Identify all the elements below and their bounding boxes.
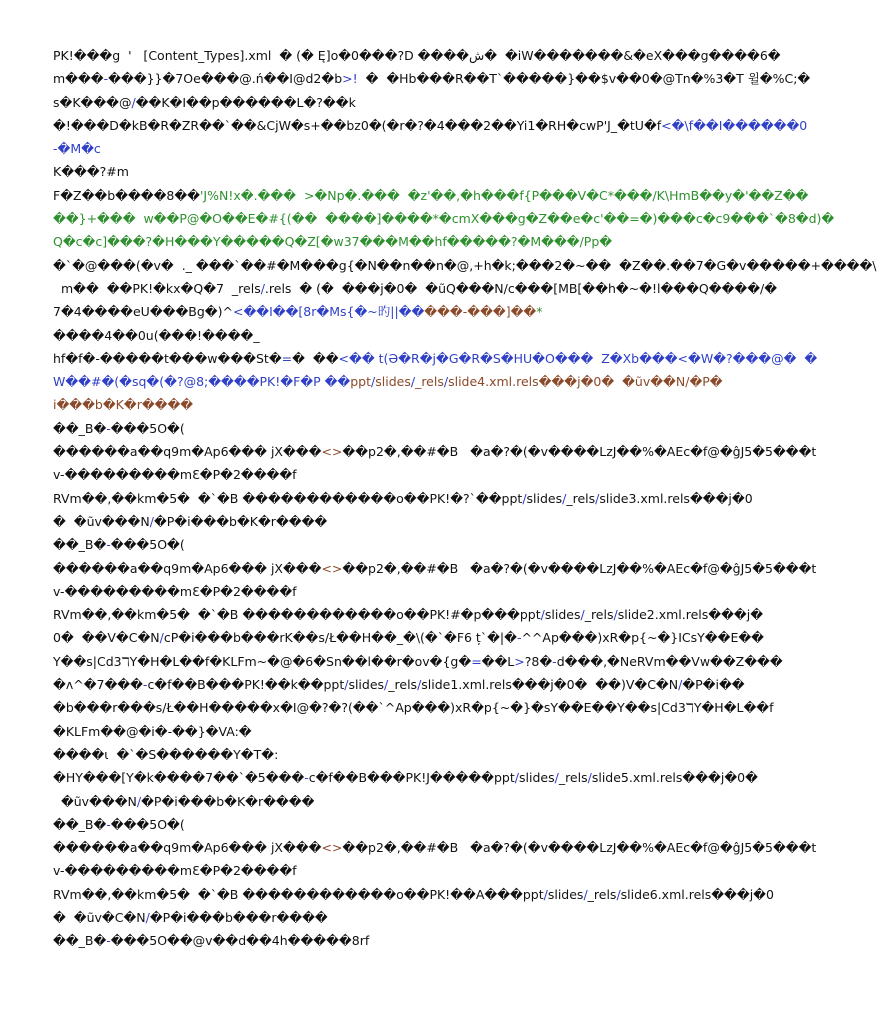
line-segment: c�f��B���PK!��k��ppt (147, 677, 345, 693)
line-segment: ��}+��� w��P@�O��E�#{(�� ����]����*�cmX���g�Z��e�c'��=�)���c�c9���`�8�d)� (53, 211, 835, 227)
line-segment: < (232, 304, 244, 320)
line-segment: / (522, 490, 527, 506)
line-segment: / (159, 630, 164, 646)
line-segment: slides (348, 677, 385, 693)
line-segment: - (106, 933, 111, 949)
line-segment: / (417, 677, 422, 693)
document-line (53, 184, 809, 207)
line-segment: �P�i���b�K�r���� (153, 513, 328, 529)
document-line (53, 463, 721, 486)
document-line (53, 277, 778, 300)
line-segment: cP�i���b���rK��s/Ł��H��_�\(�`�F6 ț`�|� (163, 630, 517, 646)
binary-text-document (53, 44, 877, 953)
line-segment: K���?#m (53, 164, 129, 180)
line-segment: -�M�c (53, 141, 101, 157)
document-line (53, 720, 721, 743)
line-segment: slides (526, 490, 563, 506)
line-segment: / (149, 513, 154, 529)
line-segment: 'J%N!x�.��� >�Np�.��� �z'��,�h���f{P���V�C*���/K\HmB��y�'��Z�� (200, 187, 809, 203)
line-segment: = (471, 653, 482, 669)
line-segment: c�f��B���PK!J�����ppt (308, 770, 515, 786)
line-segment: _rels (566, 490, 596, 506)
line-segment: _rels (584, 607, 614, 623)
line-segment: / (136, 793, 142, 809)
line-segment: - (106, 537, 111, 553)
line-segment: F�Z��b����8�� (53, 187, 200, 203)
line-segment: < (338, 350, 350, 366)
line-segment: �P�i���b�K�r���� (141, 793, 315, 809)
document-line (53, 696, 774, 719)
line-segment: slide2.xml.rels���j� (617, 607, 764, 623)
document-line (53, 230, 721, 253)
line-segment: / (260, 280, 265, 296)
line-segment: d���,�NeRVm��Vw��Z��� (556, 653, 783, 669)
line-segment: � �� (292, 350, 339, 366)
line-segment: / (371, 374, 376, 390)
line-segment: ��p2�,��#�B �a�?�(�v����LzJ��%�AEc�f@�ĝJ5�5���t (342, 444, 817, 460)
line-segment: / (543, 886, 548, 902)
line-segment: / (131, 94, 136, 110)
line-segment: ������a��q9m�Ap6��� jX��� (53, 840, 322, 856)
document-line (53, 533, 721, 556)
document-line (53, 883, 774, 906)
line-segment: _rels (388, 677, 418, 693)
line-segment: �P�i���b���r���� (149, 909, 328, 925)
document-line (53, 44, 781, 67)
line-segment: ��_B� (53, 420, 107, 436)
line-segment: ��_B� (53, 933, 107, 949)
line-segment: / (562, 490, 567, 506)
document-line (53, 487, 753, 510)
line-segment: / (410, 374, 416, 390)
line-segment: ��L (481, 653, 515, 669)
document-line (53, 254, 877, 277)
line-segment: �KLFm��@�i�-��}�VA:� (53, 723, 252, 739)
line-segment: >! (342, 71, 358, 87)
line-segment: � �ũv���N (53, 513, 150, 529)
document-line (53, 393, 721, 416)
line-segment: ����ι �`�S������Y�T�: (53, 746, 279, 762)
line-segment: ?8� (524, 653, 553, 669)
line-segment: �\f��I������0 (671, 117, 808, 133)
line-segment: �ũv���N (53, 793, 137, 809)
line-segment: ��K�I��p������L�?��k (135, 94, 356, 110)
line-segment: ���5O�( (110, 816, 185, 832)
document-line (53, 580, 721, 603)
line-segment: �ʌ^�7��� (53, 677, 143, 693)
line-segment: > (514, 653, 525, 669)
line-segment: Q�c�c]���?�H���Y�����Q�Z[�w37���M��hf�����?�M���/Pp� (53, 234, 613, 250)
line-segment: <> (321, 444, 343, 460)
line-segment: - (304, 770, 309, 786)
line-segment: slide5.xml.rels���j�0� (591, 770, 758, 786)
line-segment: ���5O�( (110, 537, 185, 553)
line-segment: * (536, 304, 543, 320)
line-segment: v-���������mƐ�P�2����f (53, 863, 297, 879)
line-segment: hf�f�-�����t���w���St� (53, 350, 282, 366)
line-segment: m�� ��PK!�kx�Q�7 _rels (53, 280, 261, 296)
line-segment: W��#�(�sq�(�?@8;����PK!�F�P �� (53, 374, 351, 390)
document-line (53, 67, 811, 90)
line-segment: ��I��[8r�Ms{�~旳||�� (243, 304, 425, 320)
line-segment: - (103, 71, 109, 87)
line-segment: slides (544, 607, 581, 623)
document-line (53, 440, 817, 463)
document-line (53, 137, 721, 160)
document-line (53, 626, 764, 649)
line-segment: <> (321, 560, 343, 576)
line-segment: slides (547, 886, 584, 902)
line-segment: �� t(Ə�R�j�G�R�S�HU�O��� Z�Xb���<�W�?���@� � (349, 350, 818, 366)
line-segment: PK!���g ' [Content_Types].xml � (� Ę]o�0���?D ����ش� �iW�������&�eX���g����6� (53, 48, 781, 63)
line-segment: = (281, 350, 293, 366)
line-segment: / (384, 677, 389, 693)
line-segment: / (583, 886, 588, 902)
line-segment: ���-���]�� (424, 304, 537, 320)
line-segment: .rels � (� ���j�0� �ũQ���N/c���[MB[��h�~�!l���Q����/� (264, 280, 778, 296)
document-line (53, 114, 808, 137)
line-segment: _rels (558, 770, 588, 786)
document-line (53, 557, 817, 580)
line-segment: ������a��q9m�Ap6��� jX��� (53, 444, 322, 460)
line-segment: ppt (350, 374, 372, 390)
line-segment: - (142, 677, 148, 693)
line-segment: Y��s|Cd3ℸY�H�L��f�KLFm~�@�6�Sn��l��r�ov�{g� (53, 653, 472, 669)
line-segment: / (443, 374, 449, 390)
document-line (53, 650, 783, 673)
line-segment: / (587, 770, 592, 786)
line-segment: 0� ��V�C�N (53, 630, 160, 646)
line-segment: �P�i�� (682, 677, 745, 693)
line-segment: ����4��0u(���!����_ (53, 327, 260, 343)
line-segment: _rels (415, 374, 444, 390)
line-segment: RVm��,��km�5� �`�B ������������o��PK!��A���ppt (53, 886, 544, 902)
document-line (53, 859, 721, 882)
line-segment: slide1.xml.rels���j�0� ��)V�C�N (421, 677, 679, 693)
line-segment: / (580, 607, 585, 623)
document-line (53, 324, 721, 347)
line-segment: m��� (53, 71, 104, 87)
line-segment: v-���������mƐ�P�2����f (53, 467, 297, 483)
document-line (53, 813, 721, 836)
line-segment: / (616, 886, 621, 902)
line-segment: slides (375, 374, 411, 390)
line-segment: ��_B� (53, 537, 107, 553)
line-segment: <> (321, 840, 343, 856)
document-line (53, 836, 817, 859)
line-segment: ^^Ap���)xR�p{~�}ICsY��E�� (521, 630, 764, 646)
document-line (53, 906, 721, 929)
line-segment: v-���������mƐ�P�2����f (53, 583, 297, 599)
line-segment: / (613, 607, 618, 623)
line-segment: / (678, 677, 683, 693)
line-segment: RVm��,��km�5� �`�B ������������o��PK!�?`��ppt (53, 490, 523, 506)
line-segment: i���b�K�r���� (53, 397, 194, 413)
line-segment: ������a��q9m�Ap6��� jX��� (53, 560, 322, 576)
line-segment: / (145, 909, 150, 925)
document-line (53, 300, 721, 323)
line-segment: / (554, 770, 559, 786)
line-segment: slides (518, 770, 555, 786)
document-line (53, 603, 764, 626)
line-segment: - (552, 653, 557, 669)
line-segment: RVm��,��km�5� �`�B ������������o��PK!#�p���ppt (53, 607, 541, 623)
line-segment: 7�4����eU���Bg�)^ (53, 304, 233, 320)
line-segment: / (344, 677, 349, 693)
line-segment: �b���r���s/Ł��H�����x�I@�?�?(��`^Ap���)xR�p{~�}�sY��E��Y��s|Cd3ℸY�H�L��f (53, 700, 774, 716)
document-line (53, 207, 835, 230)
line-segment: ���}}�7Oe���@.ń��I@d2�b (108, 71, 343, 87)
line-segment: ���5O��@v��d��4h�����8rf (110, 933, 370, 949)
line-segment: / (514, 770, 519, 786)
document-line (53, 160, 721, 183)
document-line (53, 766, 758, 789)
line-segment: _rels (587, 886, 617, 902)
line-segment: slide6.xml.rels���j�0 (620, 886, 774, 902)
document-line (53, 347, 818, 370)
line-segment: - (106, 816, 111, 832)
document-line (53, 510, 721, 533)
document-line (53, 673, 745, 696)
document-line (53, 91, 721, 114)
line-segment: slide3.xml.rels���j�0 (599, 490, 753, 506)
line-segment: �`�@���(�v� ._ ���`��#�M���g{�N��n��n�@,+h�k;���2�~�� �Z��.��7�G�v�����+����\ (53, 257, 877, 273)
line-segment: s�K���@ (53, 94, 132, 110)
line-segment: �!���D�kB�R�ZR��`��&CjW�s+��bz0�(�r�?�4���2��Yi1�RH�cwP'J_�tU�f (53, 117, 662, 133)
line-segment: ��p2�,��#�B �a�?�(�v����LzJ��%�AEc�f@�ĝJ5�5���t (342, 840, 817, 856)
line-segment: ��_B� (53, 816, 107, 832)
line-segment: ���5O�( (110, 420, 185, 436)
line-segment: � �Hb���R��T`�����}��$v��0�@Tn�%3�T 윌�%C;� (357, 71, 811, 87)
line-segment: ��p2�,��#�B �a�?�(�v����LzJ��%�AEc�f@�ĝJ5�5���t (342, 560, 817, 576)
line-segment: < (661, 117, 672, 133)
document-line (53, 417, 721, 440)
document-line (53, 929, 721, 952)
line-segment: / (540, 607, 545, 623)
line-segment: / (595, 490, 600, 506)
line-segment: - (106, 420, 111, 436)
document-line (53, 743, 721, 766)
line-segment: - (516, 630, 522, 646)
document-line (53, 790, 721, 813)
document-line (53, 370, 721, 393)
line-segment: �HY���[Y�k����7��`�5��� (53, 770, 305, 786)
line-segment: � �ũv�C�N (53, 909, 146, 925)
line-segment: slide4.xml.rels���j�0� �ũv��N/�P� (448, 374, 723, 390)
